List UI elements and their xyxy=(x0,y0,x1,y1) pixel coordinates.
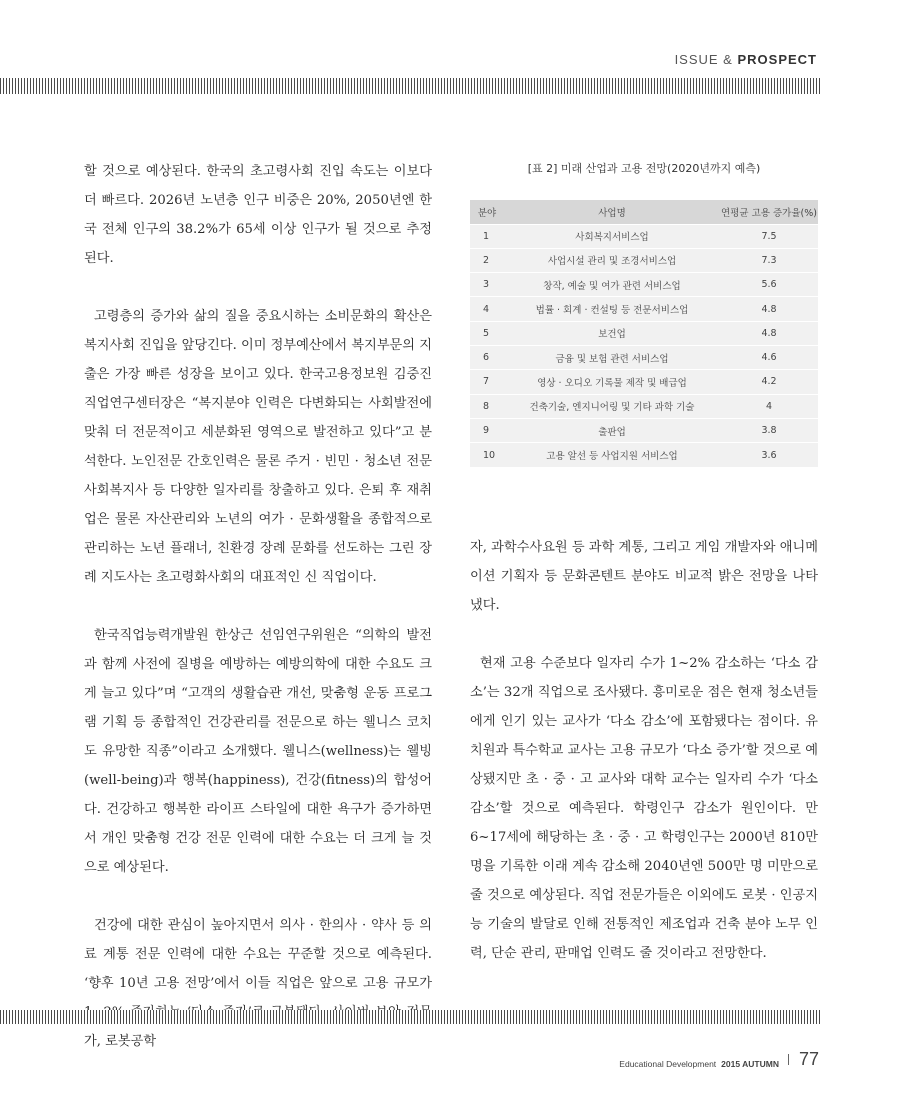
table-cell-industry: 사업시설 관리 및 조경서비스업 xyxy=(504,248,720,272)
table-cell-no: 6 xyxy=(470,345,504,369)
table-row xyxy=(470,224,818,248)
table-cell-industry: 영상 · 오디오 기록물 제작 및 배급업 xyxy=(504,370,720,394)
table-row xyxy=(470,345,818,369)
table-row xyxy=(470,321,818,345)
left-paragraph-4: 건강에 대한 관심이 높아지면서 의사 · 한의사 · 약사 등 의료 계통 전문 인력에 대한 수요는 꾸준할 것으로 예측된다. ‘향후 10년 고용 전망’에서 이들 직업은 앞으로 고용 규모가 가, 로봇공학 xyxy=(84,918,432,1049)
table-header-field: 분야 xyxy=(470,200,504,224)
table-cell-industry: 사회복지서비스업 xyxy=(504,224,720,248)
left-paragraph-3: 한국직업능력개발원 한상근 선임연구위원은 “의학의 발전과 함께 사전에 질병을 예방하는 예방의학에 대한 수요도 크게 늘고 있다”며 “고객의 생활습관 개선, 맞춤형 운동 프로그램 기획 등 종합적인 건강관리를 전문으로 하는 웰니스 코치도 유망한 직종”이라고 소개했다. 웰니스(wellness)는 웰빙(well-being)과 행복(happiness), 건강(fitness)의 합성어다. 건강하고 행복한 라이프 스타일에 대한 욕구가 증가하면서 개인 맞춤형 건강 전문 인력에 대한 수요는 더 크게 늘 것으로 예상된다. xyxy=(84,628,432,875)
right-paragraph-1: 자, 과학수사요원 등 과학 계통, 그리고 게임 개발자와 애니메이션 기획자 등 문화콘텐트 분야도 비교적 밝은 전망을 나타냈다. xyxy=(470,540,818,613)
table-cell-no: 2 xyxy=(470,248,504,272)
table-cell-no: 8 xyxy=(470,394,504,418)
table-cell-rate: 5.6 xyxy=(720,273,818,297)
table-header-row xyxy=(470,200,818,224)
employment-table-block xyxy=(470,158,818,467)
section-label-prospect: PROSPECT xyxy=(737,52,817,67)
publication-name: Educational Development xyxy=(619,1059,717,1069)
table-cell-no: 10 xyxy=(470,443,504,467)
table-cell-rate: 3.6 xyxy=(720,443,818,467)
table-cell-industry: 출판업 xyxy=(504,418,720,442)
page-number: 77 xyxy=(798,1049,819,1069)
table-cell-no: 1 xyxy=(470,224,504,248)
table-cell-industry: 보건업 xyxy=(504,321,720,345)
table-cell-rate: 7.5 xyxy=(720,224,818,248)
top-stripe-divider xyxy=(0,78,820,94)
table-row xyxy=(470,248,818,272)
employment-table xyxy=(470,200,818,467)
table-row xyxy=(470,418,818,442)
left-column xyxy=(84,157,432,1085)
table-cell-rate: 4.8 xyxy=(720,297,818,321)
table-cell-no: 3 xyxy=(470,273,504,297)
table-cell-rate: 4.2 xyxy=(720,370,818,394)
section-label xyxy=(675,52,817,67)
table-cell-industry: 법률 · 회계 · 컨설팅 등 전문서비스업 xyxy=(504,297,720,321)
right-paragraph-2: 현재 고용 수준보다 일자리 수가 1~2% 감소하는 ‘다소 감소’는 32개 직업으로 조사됐다. 흥미로운 점은 현재 청소년들에게 인기 있는 교사가 ‘다소 감소’에 포함됐다는 점이다. 유치원과 특수학교 교사는 고용 규모가 ‘다소 증가’할 것으로 예상됐지만 초 · 중 · 고 교사와 대학 교수는 일자리 수가 ‘다소 감소’할 것으로 예측된다. 학령인구 감소가 원인이다. 만 6~17세에 해당하는 초 · 중 · 고 학령인구는 2000년 810만 명을 기록한 이래 계속 감소해 2040년엔 500만 명 미만으로 줄 것으로 예상된다. 직업 전문가들은 이외에도 로봇 · 인공지능 기술의 발달로 인해 전통적인 제조업과 건축 분야 노무 인력, 단순 관리, 판매업 인력도 줄 것이라고 전망한다. xyxy=(470,656,818,961)
table-cell-industry: 고용 알선 등 사업지원 서비스업 xyxy=(504,443,720,467)
table-cell-industry: 창작, 예술 및 여가 관련 서비스업 xyxy=(504,273,720,297)
table-cell-rate: 3.8 xyxy=(720,418,818,442)
table-header-industry: 사업명 xyxy=(504,200,720,224)
table-row xyxy=(470,394,818,418)
table-cell-no: 7 xyxy=(470,370,504,394)
table-cell-no: 9 xyxy=(470,418,504,442)
left-paragraph-2: 고령층의 증가와 삶의 질을 중요시하는 소비문화의 확산은 복지사회 진입을 앞당긴다. 이미 정부예산에서 복지부문의 지출은 가장 빠른 성장을 보이고 있다. 한국고용정보원 김중진 직업연구센터장은 “복지분야 인력은 다변화되는 사회발전에 맞춰 더 전문적이고 세분화된 영역으로 발전하고 있다”고 분석한다. 노인전문 간호인력은 물론 주거 · 빈민 · 청소년 전문 사회복지사 등 다양한 일자리를 창출하고 있다. 은퇴 후 재취업은 물론 자산관리와 노년의 여가 · 문화생활을 종합적으로 관리하는 노년 플래너, 친환경 장례 문화를 선도하는 그린 장례 지도사는 초고령화사회의 대표적인 신 직업이다. xyxy=(84,309,432,585)
section-label-issue: ISSUE & xyxy=(674,52,733,67)
table-header-rate: 연평균 고용 증가율(%) xyxy=(720,200,818,224)
table-cell-rate: 4.8 xyxy=(720,321,818,345)
table-row xyxy=(470,443,818,467)
table-cell-no: 5 xyxy=(470,321,504,345)
page-footer xyxy=(619,1045,819,1069)
table-cell-no: 4 xyxy=(470,297,504,321)
left-paragraph-1: 할 것으로 예상된다. 한국의 초고령사회 진입 속도는 이보다 더 빠르다. 2026년 노년층 인구 비중은 20%, 2050년엔 한국 전체 인구의 38.2%가 65세 이상 인구가 될 것으로 추정된다. xyxy=(84,164,432,266)
table-cell-industry: 금융 및 보험 관련 서비스업 xyxy=(504,345,720,369)
table-row xyxy=(470,370,818,394)
table-cell-rate: 4 xyxy=(720,394,818,418)
right-column xyxy=(470,533,818,997)
footer-separator xyxy=(788,1054,789,1065)
table-cell-industry: 건축기술, 엔지니어링 및 기타 과학 기술 xyxy=(504,394,720,418)
table-cell-rate: 4.6 xyxy=(720,345,818,369)
table-caption: [표 2] 미래 산업과 고용 전망(2020년까지 예측) xyxy=(527,162,761,175)
table-row xyxy=(470,273,818,297)
issue-season: 2015 AUTUMN xyxy=(721,1059,779,1069)
bottom-stripe-divider xyxy=(0,1010,820,1024)
table-cell-rate: 7.3 xyxy=(720,248,818,272)
table-row xyxy=(470,297,818,321)
